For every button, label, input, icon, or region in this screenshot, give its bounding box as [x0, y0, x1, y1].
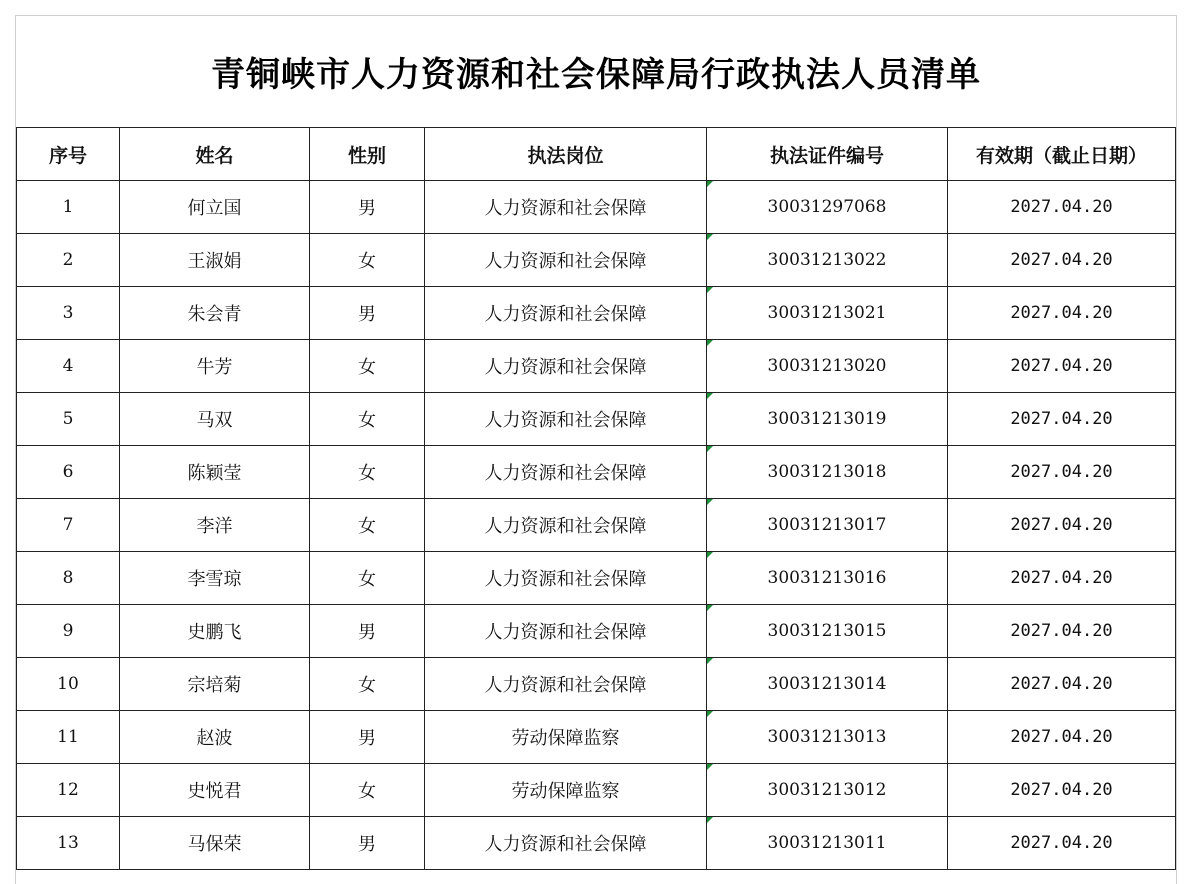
cell-post[interactable]: 人力资源和社会保障 — [425, 817, 707, 870]
header-gender[interactable]: 性别 — [310, 128, 425, 181]
cell-name[interactable]: 李雪琼 — [120, 552, 310, 605]
cell-expiry[interactable]: 2027.04.20 — [948, 234, 1176, 287]
cell-expiry[interactable]: 2027.04.20 — [948, 287, 1176, 340]
cell-expiry[interactable]: 2027.04.20 — [948, 552, 1176, 605]
cell-post[interactable]: 人力资源和社会保障 — [425, 499, 707, 552]
cell-no[interactable]: 6 — [17, 446, 120, 499]
cell-post[interactable]: 人力资源和社会保障 — [425, 234, 707, 287]
cell-no[interactable]: 4 — [17, 340, 120, 393]
cell-post[interactable]: 人力资源和社会保障 — [425, 605, 707, 658]
cell-name[interactable]: 陈颖莹 — [120, 446, 310, 499]
cell-expiry[interactable]: 2027.04.20 — [948, 340, 1176, 393]
cell-expiry[interactable]: 2027.04.20 — [948, 711, 1176, 764]
table-row — [17, 764, 1176, 817]
cell-cert-no[interactable]: 30031213014 — [707, 658, 948, 711]
cell-name[interactable]: 王淑娟 — [120, 234, 310, 287]
cell-post[interactable]: 人力资源和社会保障 — [425, 658, 707, 711]
table-row — [17, 605, 1176, 658]
cell-cert-no[interactable]: 30031213020 — [707, 340, 948, 393]
cell-expiry[interactable]: 2027.04.20 — [948, 605, 1176, 658]
header-cert-no[interactable]: 执法证件编号 — [707, 128, 948, 181]
cell-gender[interactable]: 女 — [310, 552, 425, 605]
table-row — [17, 287, 1176, 340]
cell-expiry[interactable]: 2027.04.20 — [948, 764, 1176, 817]
header-name[interactable]: 姓名 — [120, 128, 310, 181]
header-expiry[interactable]: 有效期（截止日期） — [948, 128, 1176, 181]
cell-name[interactable]: 马双 — [120, 393, 310, 446]
cell-no[interactable]: 13 — [17, 817, 120, 870]
table-row — [17, 234, 1176, 287]
cell-gender[interactable]: 女 — [310, 658, 425, 711]
table-row — [17, 446, 1176, 499]
cell-no[interactable]: 10 — [17, 658, 120, 711]
cell-gender[interactable]: 女 — [310, 234, 425, 287]
table-row — [17, 711, 1176, 764]
table-row — [17, 499, 1176, 552]
cell-cert-no[interactable]: 30031213011 — [707, 817, 948, 870]
cell-expiry[interactable]: 2027.04.20 — [948, 658, 1176, 711]
cell-expiry[interactable]: 2027.04.20 — [948, 446, 1176, 499]
cell-post[interactable]: 人力资源和社会保障 — [425, 552, 707, 605]
cell-name[interactable]: 史悦君 — [120, 764, 310, 817]
cell-expiry[interactable]: 2027.04.20 — [948, 817, 1176, 870]
cell-cert-no[interactable]: 30031213015 — [707, 605, 948, 658]
cell-name[interactable]: 史鹏飞 — [120, 605, 310, 658]
cell-name[interactable]: 朱会青 — [120, 287, 310, 340]
cell-gender[interactable]: 男 — [310, 287, 425, 340]
cell-gender[interactable]: 女 — [310, 446, 425, 499]
cell-no[interactable]: 5 — [17, 393, 120, 446]
cell-cert-no[interactable]: 30031213018 — [707, 446, 948, 499]
cell-name[interactable]: 李洋 — [120, 499, 310, 552]
cell-no[interactable]: 8 — [17, 552, 120, 605]
cell-no[interactable]: 1 — [17, 181, 120, 234]
cell-gender[interactable]: 男 — [310, 817, 425, 870]
cell-gender[interactable]: 女 — [310, 340, 425, 393]
cell-post[interactable]: 人力资源和社会保障 — [425, 340, 707, 393]
cell-cert-no[interactable]: 30031213017 — [707, 499, 948, 552]
table-row — [17, 181, 1176, 234]
staff-table — [16, 127, 1176, 870]
header-no[interactable]: 序号 — [17, 128, 120, 181]
cell-post[interactable]: 人力资源和社会保障 — [425, 181, 707, 234]
cell-expiry[interactable]: 2027.04.20 — [948, 393, 1176, 446]
cell-gender[interactable]: 女 — [310, 499, 425, 552]
cell-no[interactable]: 3 — [17, 287, 120, 340]
cell-cert-no[interactable]: 30031213016 — [707, 552, 948, 605]
cell-post[interactable]: 人力资源和社会保障 — [425, 287, 707, 340]
cell-name[interactable]: 何立国 — [120, 181, 310, 234]
table-row — [17, 817, 1176, 870]
cell-no[interactable]: 7 — [17, 499, 120, 552]
cell-no[interactable]: 9 — [17, 605, 120, 658]
spreadsheet — [15, 15, 1177, 884]
cell-gender[interactable]: 男 — [310, 181, 425, 234]
cell-cert-no[interactable]: 30031213012 — [707, 764, 948, 817]
cell-gender[interactable]: 男 — [310, 605, 425, 658]
cell-gender[interactable]: 女 — [310, 764, 425, 817]
cell-post[interactable]: 人力资源和社会保障 — [425, 393, 707, 446]
cell-expiry[interactable]: 2027.04.20 — [948, 181, 1176, 234]
cell-no[interactable]: 11 — [17, 711, 120, 764]
header-row — [17, 128, 1176, 181]
cell-no[interactable]: 12 — [17, 764, 120, 817]
table-row — [17, 393, 1176, 446]
cell-post[interactable]: 劳动保障监察 — [425, 764, 707, 817]
cell-post[interactable]: 人力资源和社会保障 — [425, 446, 707, 499]
header-post[interactable]: 执法岗位 — [425, 128, 707, 181]
cell-cert-no[interactable]: 30031213019 — [707, 393, 948, 446]
cell-expiry[interactable]: 2027.04.20 — [948, 499, 1176, 552]
cell-cert-no[interactable]: 30031297068 — [707, 181, 948, 234]
cell-name[interactable]: 牛芳 — [120, 340, 310, 393]
table-row — [17, 340, 1176, 393]
cell-cert-no[interactable]: 30031213021 — [707, 287, 948, 340]
cell-post[interactable]: 劳动保障监察 — [425, 711, 707, 764]
table-row — [17, 658, 1176, 711]
cell-name[interactable]: 马保荣 — [120, 817, 310, 870]
cell-name[interactable]: 宗培菊 — [120, 658, 310, 711]
sheet-title[interactable]: 青铜峡市人力资源和社会保障局行政执法人员清单 — [211, 55, 981, 95]
cell-cert-no[interactable]: 30031213013 — [707, 711, 948, 764]
cell-no[interactable]: 2 — [17, 234, 120, 287]
cell-gender[interactable]: 女 — [310, 393, 425, 446]
cell-gender[interactable]: 男 — [310, 711, 425, 764]
table-row — [17, 552, 1176, 605]
cell-name[interactable]: 赵波 — [120, 711, 310, 764]
cell-cert-no[interactable]: 30031213022 — [707, 234, 948, 287]
